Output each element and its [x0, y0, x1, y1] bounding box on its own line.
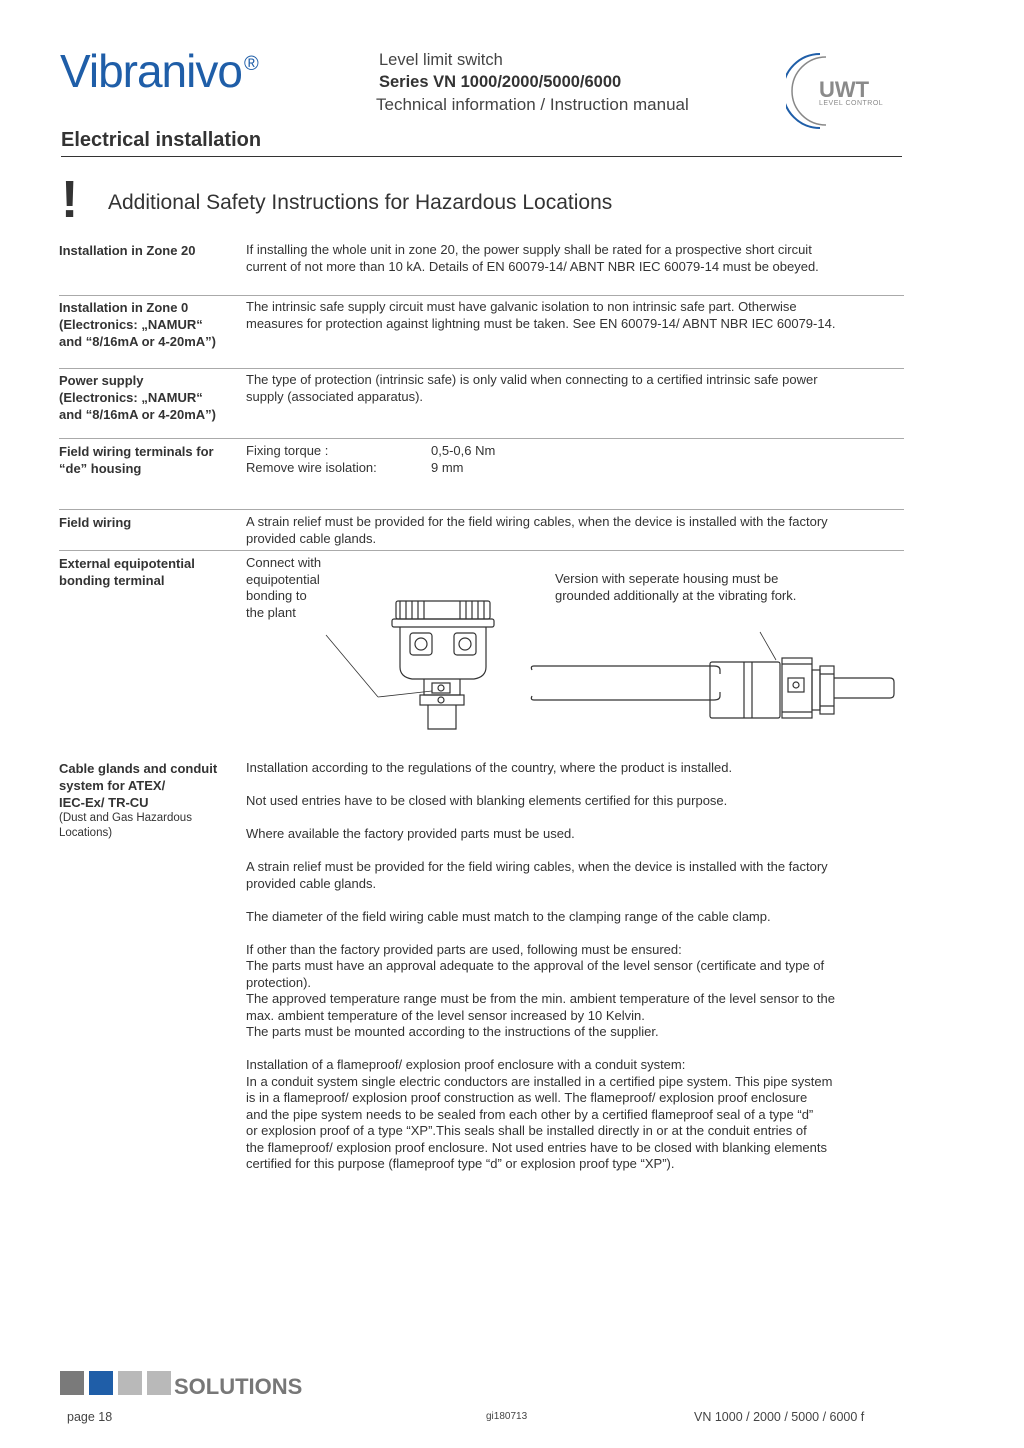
row-label-field-wiring: Field wiring	[59, 515, 132, 530]
paragraph: Not used entries have to be closed with blanking elements certified for this purpose.	[246, 793, 728, 808]
row-divider	[59, 368, 904, 369]
warning-mark: !	[61, 171, 79, 229]
row-label-power-supply: Power supply (Electronics: „NAMUR“ and “8/16mA or 4-20mA”)	[59, 373, 217, 422]
page-number: page 18	[67, 1410, 113, 1424]
header-subtitle: Level limit switch	[379, 51, 503, 69]
paragraph: Installation according to the regulations of the country, where the product is installed.	[246, 760, 733, 775]
document-code: gi180713	[486, 1411, 528, 1422]
row-note-separate-housing: Version with seperate housing must be grounded additionally at the vibrating fork.	[555, 571, 797, 603]
row-text-zone20: If installing the whole unit in zone 20, the power supply shall be rated for a prospective short circuit current of not more than 10 kA. Details of EN 60079-14/ ABNT NBR IEC 60079-14 must be obeyed.	[246, 242, 819, 274]
safety-title: Additional Safety Instructions for Hazardous Locations	[108, 191, 613, 214]
row-text-field-wiring: A strain relief must be provided for the field wiring cables, when the device is installed with the factory provided cable glands.	[246, 514, 828, 546]
row-divider	[59, 509, 904, 510]
row-text-zone0: The intrinsic safe supply circuit must have galvanic isolation to non intrinsic safe part. Otherwise measures for protection against lightning must be taken. See EN 60079-14/ ABNT NBR IEC 60079-14.	[246, 299, 836, 331]
paragraph: If other than the factory provided parts are used, following must be ensured: The parts must have an approval adequate to the approval of the level sensor (certificate and type of protection). The approved temperature range must be from the min. ambient temperature of the level sensor to the max. ambient temperature of the level sensor increased by 10 Kelvin. The parts must be mounted according to the instructions of the supplier.	[246, 941, 835, 1039]
logo-name: UWT	[819, 77, 870, 102]
header-doc-type: Technical information / Instruction manual	[376, 95, 689, 114]
row-divider	[59, 438, 904, 439]
header-series: Series VN 1000/2000/5000/6000	[379, 73, 622, 91]
row-label-bonding: External equipotential bonding terminal	[59, 556, 195, 588]
row-label-cable-glands: Cable glands and conduit system for ATEX/ IEC-Ex/ TR-CU (Dust and Gas Hazardous Locations)	[59, 761, 218, 839]
footer-block	[89, 1371, 113, 1395]
row-text-bonding: Connect with equipotential bonding to the plant	[246, 555, 322, 620]
section-title: Electrical installation	[61, 129, 262, 151]
row-divider	[59, 550, 904, 551]
section-divider	[61, 156, 902, 157]
uwt-logo	[786, 50, 906, 132]
row-label-zone20: Installation in Zone 20	[59, 243, 196, 258]
footer-block	[118, 1371, 142, 1395]
solutions-wordmark: SOLUTIONS	[174, 1374, 303, 1399]
paragraph: Where available the factory provided parts must be used.	[246, 826, 575, 841]
row-label-field-terminals: Field wiring terminals for “de” housing	[59, 444, 214, 476]
housing-drawing	[320, 595, 520, 745]
row-text-cable-glands	[246, 760, 896, 1189]
footer-block	[147, 1371, 171, 1395]
fork-drawing	[530, 630, 900, 725]
brand-title: Vibranivo ®	[60, 45, 258, 97]
logo-subtitle: LEVEL CONTROL	[819, 100, 884, 107]
paragraph: The diameter of the field wiring cable must match to the clamping range of the cable clamp.	[246, 908, 771, 924]
row-text-field-terminals: Fixing torque : 0,5-0,6 Nm Remove wire isolation: 9 mm	[246, 443, 496, 475]
paragraph: Installation of a flameproof/ explosion proof enclosure with a conduit system: In a conduit system single electric conductors are installed in a certified pipe system. This pipe system is in a flameproof/ explosion proof construction as well. The flameproof/ explosion proof enclosure and the pipe system needs to be sealed from each other by a certified flameproof seal of a type “d” or explosion proof of a type “XP”.This seals shall be installed directly in or at the conduit entries of the flameproof/ explosion proof enclosure. Not used entries have to be closed with blanking elements certified for this purpose (flameproof type “d” or explosion proof type “XP”).	[246, 1057, 833, 1171]
footer-block	[60, 1371, 84, 1395]
row-text-power-supply: The type of protection (intrinsic safe) is only valid when connecting to a certified intrinsic safe power supply (associated apparatus).	[246, 372, 818, 404]
footer-series: VN 1000 / 2000 / 5000 / 6000 f	[694, 1410, 865, 1424]
row-divider	[59, 295, 904, 296]
paragraph: A strain relief must be provided for the field wiring cables, when the device is installed with the factory provided cable glands.	[246, 859, 828, 891]
row-label-zone0: Installation in Zone 0 (Electronics: „NAMUR“ and “8/16mA or 4-20mA”)	[59, 300, 217, 349]
